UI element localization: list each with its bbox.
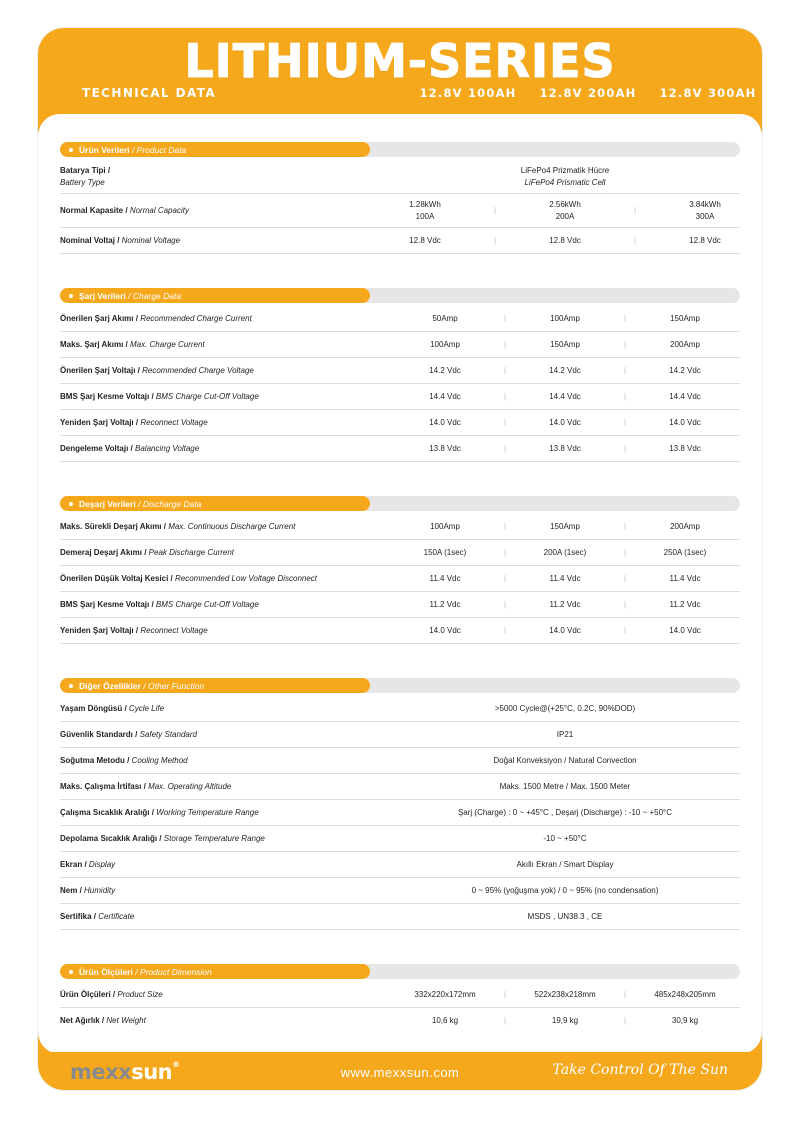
row-value-3: 200Amp	[630, 514, 740, 540]
table-row	[60, 904, 740, 930]
column-divider: |	[620, 1008, 630, 1034]
row-label-en: Net Weight	[106, 1016, 146, 1026]
row-value-1: 14.0 Vdc	[390, 618, 500, 644]
row-label-tr: BMS Şarj Kesme Voltajı /	[60, 392, 154, 402]
row-value-3: 485x248x205mm	[630, 982, 740, 1008]
row-value-span: Şarj (Charge) : 0 ~ +45°C , Deşarj (Discharge) : -10 ~ +50°C	[390, 800, 740, 826]
table-row	[60, 852, 740, 878]
row-label-tr: Yeniden Şarj Voltajı /	[60, 626, 139, 636]
table-row	[60, 228, 740, 254]
table-row	[60, 618, 740, 644]
row-label	[60, 332, 390, 358]
row-value-1: 1.28kWh 100A	[390, 194, 460, 228]
row-label-tr: Normal Kapasite /	[60, 206, 128, 216]
column-divider: |	[620, 358, 630, 384]
table-row	[60, 1008, 740, 1034]
row-label	[60, 852, 390, 878]
row-label-en: BMS Charge Cut-Off Voltage	[155, 600, 259, 610]
row-value-span: Akıllı Ekran / Smart Display	[390, 852, 740, 878]
row-value-3: 250A (1sec)	[630, 540, 740, 566]
row-value-1: 11.2 Vdc	[390, 592, 500, 618]
footer-curve	[38, 1032, 762, 1054]
column-divider: |	[500, 384, 510, 410]
row-label-en: Reconnect Voltage	[140, 626, 208, 636]
section-header	[60, 496, 740, 511]
section-title	[79, 681, 204, 691]
table-row	[60, 722, 740, 748]
spec-table	[60, 160, 740, 254]
column-divider: |	[620, 618, 630, 644]
row-label-en: Balancing Voltage	[135, 444, 200, 454]
row-label-en: Humidity	[84, 886, 116, 896]
column-divider: |	[460, 228, 530, 254]
row-label-tr: Nem /	[60, 886, 82, 896]
row-label-tr: Depolama Sıcaklık Aralığı /	[60, 834, 162, 844]
row-value-2: 522x238x218mm	[510, 982, 620, 1008]
row-value-1: 14.0 Vdc	[390, 410, 500, 436]
row-label-tr: Net Ağırlık /	[60, 1016, 105, 1026]
row-value-2: 2.56kWh 200A	[530, 194, 600, 228]
table-row	[60, 332, 740, 358]
row-label	[60, 160, 390, 194]
row-label-tr: Nominal Voltaj /	[60, 236, 120, 246]
row-label-en: Safety Standard	[139, 730, 197, 740]
column-divider: |	[620, 410, 630, 436]
table-row	[60, 306, 740, 332]
row-label-en: Storage Temperature Range	[163, 834, 265, 844]
section-title-en: / Product Data	[131, 144, 187, 155]
header-subtitle: TECHNICAL DATA	[82, 86, 217, 100]
column-divider: |	[620, 384, 630, 410]
model-column-1: 12.8V 100AH	[419, 86, 517, 100]
row-label-tr: Dengeleme Voltajı /	[60, 444, 133, 454]
row-label	[60, 904, 390, 930]
section-gap	[60, 468, 740, 496]
row-value-2: 14.0 Vdc	[510, 618, 620, 644]
bullet-icon	[69, 970, 73, 974]
section-title-tr: Şarj Verileri	[79, 290, 126, 301]
row-label-tr: Önerilen Şarj Akımı /	[60, 314, 138, 324]
row-label-en: Cooling Method	[131, 756, 188, 766]
row-value-1: 13.8 Vdc	[390, 436, 500, 462]
table-row	[60, 436, 740, 462]
row-label	[60, 800, 390, 826]
row-label-en: Nominal Voltage	[121, 236, 181, 246]
column-divider: |	[500, 358, 510, 384]
column-divider: |	[600, 228, 670, 254]
model-column-3: 12.8V 300AH	[659, 86, 757, 100]
row-value-span: >5000 Cycle@(+25°C, 0.2C, 90%DOD)	[390, 696, 740, 722]
row-label-en: Working Temperature Range	[156, 808, 259, 818]
row-label	[60, 566, 390, 592]
row-label-tr: Batarya Tipi /	[60, 166, 111, 175]
brand-slogan: Take Control Of The Sun	[552, 1062, 728, 1078]
table-row	[60, 384, 740, 410]
section-discharge-data	[60, 496, 740, 644]
page-header	[38, 28, 762, 114]
section-header	[60, 678, 740, 693]
section-title	[79, 145, 186, 155]
column-divider: |	[500, 306, 510, 332]
row-label-en: Max. Operating Altitude	[148, 782, 232, 792]
section-gap	[60, 936, 740, 964]
section-title	[79, 291, 181, 301]
column-divider: |	[620, 982, 630, 1008]
row-label	[60, 696, 390, 722]
column-divider: |	[500, 332, 510, 358]
row-value-2: 19,9 kg	[510, 1008, 620, 1034]
table-row	[60, 514, 740, 540]
spec-table	[60, 514, 740, 644]
section-title-tr: Diğer Özellikler	[79, 680, 141, 691]
row-value-span: 0 ~ 95% (yoğuşma yok) / 0 ~ 95% (no condensation)	[390, 878, 740, 904]
spec-table	[60, 696, 740, 930]
row-value-span: -10 ~ +50°C	[390, 826, 740, 852]
section-title-tr: Ürün Ölçüleri	[79, 966, 133, 977]
table-row	[60, 194, 740, 228]
table-row	[60, 748, 740, 774]
row-label-en: Max. Continuous Discharge Current	[168, 522, 296, 532]
section-title	[79, 967, 212, 977]
website-link[interactable]: www.mexxsun.com	[340, 1065, 460, 1080]
row-label	[60, 410, 390, 436]
row-value-span: Maks. 1500 Metre / Max. 1500 Meter	[390, 774, 740, 800]
column-divider: |	[500, 592, 510, 618]
section-product-dimension	[60, 964, 740, 1034]
row-value-1: 12.8 Vdc	[390, 228, 460, 254]
row-value-1: 100Amp	[390, 514, 500, 540]
section-header	[60, 142, 740, 157]
row-value-1: 14.2 Vdc	[390, 358, 500, 384]
row-value-2: 12.8 Vdc	[530, 228, 600, 254]
row-value-2: 14.0 Vdc	[510, 410, 620, 436]
model-column-2: 12.8V 200AH	[539, 86, 637, 100]
row-label-tr: Soğutma Metodu /	[60, 756, 130, 766]
column-divider: |	[620, 332, 630, 358]
row-value-3: 200Amp	[630, 332, 740, 358]
section-gap	[60, 650, 740, 678]
row-value-span	[390, 160, 740, 194]
row-value-en: LiFePo4 Prismatic Cell	[524, 177, 606, 187]
row-value-2: 150Amp	[510, 332, 620, 358]
row-value-3: 13.8 Vdc	[630, 436, 740, 462]
row-value-2: 150Amp	[510, 514, 620, 540]
column-divider: |	[460, 194, 530, 228]
row-label-tr: Güvenlik Standardı /	[60, 730, 138, 740]
row-label-tr: Demeraj Deşarj Akımı /	[60, 548, 147, 558]
row-label	[60, 826, 390, 852]
row-value-2: 100Amp	[510, 306, 620, 332]
row-label-tr: Maks. Çalışma İrtifası /	[60, 782, 146, 792]
row-label	[60, 592, 390, 618]
row-label-en: Cycle Life	[128, 704, 165, 714]
column-divider: |	[500, 514, 510, 540]
row-value-3: 14.0 Vdc	[630, 410, 740, 436]
row-label-tr: Sertifika /	[60, 912, 97, 922]
row-label	[60, 722, 390, 748]
section-title-en: / Product Dimension	[135, 966, 212, 977]
registered-mark-icon: ®	[172, 1060, 180, 1069]
row-value-3: 14.0 Vdc	[630, 618, 740, 644]
table-row	[60, 410, 740, 436]
row-label-en: BMS Charge Cut-Off Voltage	[155, 392, 259, 402]
section-other-function	[60, 678, 740, 930]
row-value-1: 10,6 kg	[390, 1008, 500, 1034]
column-divider: |	[500, 566, 510, 592]
section-title-en: / Discharge Data	[138, 498, 202, 509]
row-value-3: 30,9 kg	[630, 1008, 740, 1034]
row-label-tr: Önerilen Düşük Voltaj Kesici /	[60, 574, 173, 584]
row-value-3: 14.4 Vdc	[630, 384, 740, 410]
bullet-icon	[69, 502, 73, 506]
table-row	[60, 696, 740, 722]
row-label	[60, 878, 390, 904]
row-label	[60, 306, 390, 332]
column-divider: |	[620, 436, 630, 462]
column-divider: |	[500, 540, 510, 566]
row-value-3: 12.8 Vdc	[670, 228, 740, 254]
column-divider: |	[620, 306, 630, 332]
spec-table	[60, 306, 740, 462]
row-value-2: 14.4 Vdc	[510, 384, 620, 410]
table-row	[60, 160, 740, 194]
row-label	[60, 618, 390, 644]
bullet-icon	[69, 148, 73, 152]
brand-logo-mexx: mexx	[70, 1060, 132, 1084]
column-divider: |	[500, 410, 510, 436]
row-label-tr: Çalışma Sıcaklık Aralığı /	[60, 808, 154, 818]
row-value-1: 50Amp	[390, 306, 500, 332]
column-divider: |	[500, 618, 510, 644]
section-title-en: / Other Function	[143, 680, 205, 691]
row-value-3: 3.84kWh 300A	[670, 194, 740, 228]
section-title-tr: Deşarj Verileri	[79, 498, 136, 509]
row-label-en: Max. Charge Current	[129, 340, 205, 350]
row-value-2: 200A (1sec)	[510, 540, 620, 566]
table-row	[60, 566, 740, 592]
row-label-tr: Yeniden Şarj Voltajı /	[60, 418, 139, 428]
row-label	[60, 774, 390, 800]
row-label-tr: BMS Şarj Kesme Voltajı /	[60, 600, 154, 610]
section-header	[60, 964, 740, 979]
row-value-2: 14.2 Vdc	[510, 358, 620, 384]
row-value-1: 14.4 Vdc	[390, 384, 500, 410]
section-title-tr: Ürün Verileri	[79, 144, 130, 155]
column-divider: |	[620, 566, 630, 592]
column-divider: |	[620, 514, 630, 540]
bullet-icon	[69, 684, 73, 688]
column-divider: |	[620, 540, 630, 566]
section-header	[60, 288, 740, 303]
row-label-tr: Maks. Sürekli Deşarj Akımı /	[60, 522, 166, 532]
row-label	[60, 358, 390, 384]
row-label	[60, 384, 390, 410]
row-label-en: Recommended Charge Voltage	[142, 366, 254, 376]
row-value-span: Doğal Konveksiyon / Natural Convection	[390, 748, 740, 774]
table-row	[60, 774, 740, 800]
table-row	[60, 358, 740, 384]
spec-table	[60, 982, 740, 1034]
column-divider: |	[500, 436, 510, 462]
row-value-2: 11.4 Vdc	[510, 566, 620, 592]
column-divider: |	[500, 1008, 510, 1034]
row-label	[60, 228, 390, 254]
section-charge-data	[60, 288, 740, 462]
row-value-3: 14.2 Vdc	[630, 358, 740, 384]
row-label-en: Product Size	[117, 990, 163, 1000]
row-label	[60, 436, 390, 462]
row-label-en: Peak Discharge Current	[148, 548, 235, 558]
row-value-1: 11.4 Vdc	[390, 566, 500, 592]
row-label-en: Reconnect Voltage	[140, 418, 208, 428]
row-value-tr: LiFePo4 Prizmatik Hücre	[520, 166, 610, 175]
table-row	[60, 878, 740, 904]
row-label-en: Certificate	[98, 912, 135, 922]
section-gap	[60, 260, 740, 288]
section-title	[79, 499, 201, 509]
row-value-3: 11.2 Vdc	[630, 592, 740, 618]
spec-content	[60, 142, 740, 1040]
table-row	[60, 826, 740, 852]
row-label-tr: Yaşam Döngüsü /	[60, 704, 127, 714]
row-value-1: 332x220x172mm	[390, 982, 500, 1008]
row-label	[60, 748, 390, 774]
row-value-3: 11.4 Vdc	[630, 566, 740, 592]
row-value-span: MSDS , UN38.3 , CE	[390, 904, 740, 930]
row-value-1: 150A (1sec)	[390, 540, 500, 566]
column-divider: |	[500, 982, 510, 1008]
row-value-span: IP21	[390, 722, 740, 748]
row-label	[60, 1008, 390, 1034]
model-columns-header	[408, 86, 768, 100]
table-row	[60, 592, 740, 618]
section-product-data	[60, 142, 740, 254]
row-label	[60, 982, 390, 1008]
table-row	[60, 982, 740, 1008]
header-curve	[38, 114, 762, 136]
row-label-en: Battery Type	[60, 177, 105, 187]
table-row	[60, 800, 740, 826]
row-label	[60, 540, 390, 566]
row-label-en: Display	[88, 860, 116, 870]
row-label-tr: Ürün Ölçüleri /	[60, 990, 116, 1000]
column-divider: |	[600, 194, 670, 228]
table-row	[60, 540, 740, 566]
section-title-en: / Charge Data	[128, 290, 182, 301]
page-title: LITHIUM-SERIES	[184, 34, 616, 88]
row-label	[60, 514, 390, 540]
bullet-icon	[69, 294, 73, 298]
row-label-en: Normal Capacity	[129, 206, 189, 216]
row-label-en: Recommended Charge Current	[140, 314, 252, 324]
column-divider: |	[620, 592, 630, 618]
row-label-tr: Maks. Şarj Akımı /	[60, 340, 128, 350]
row-value-2: 13.8 Vdc	[510, 436, 620, 462]
row-label-en: Recommended Low Voltage Disconnect	[175, 574, 318, 584]
row-label	[60, 194, 390, 228]
row-label-tr: Önerilen Şarj Voltajı /	[60, 366, 140, 376]
row-value-1: 100Amp	[390, 332, 500, 358]
page-footer	[38, 1052, 762, 1090]
row-value-3: 150Amp	[630, 306, 740, 332]
row-value-2: 11.2 Vdc	[510, 592, 620, 618]
row-label-tr: Ekran /	[60, 860, 87, 870]
brand-logo-sun: sun	[131, 1060, 173, 1084]
